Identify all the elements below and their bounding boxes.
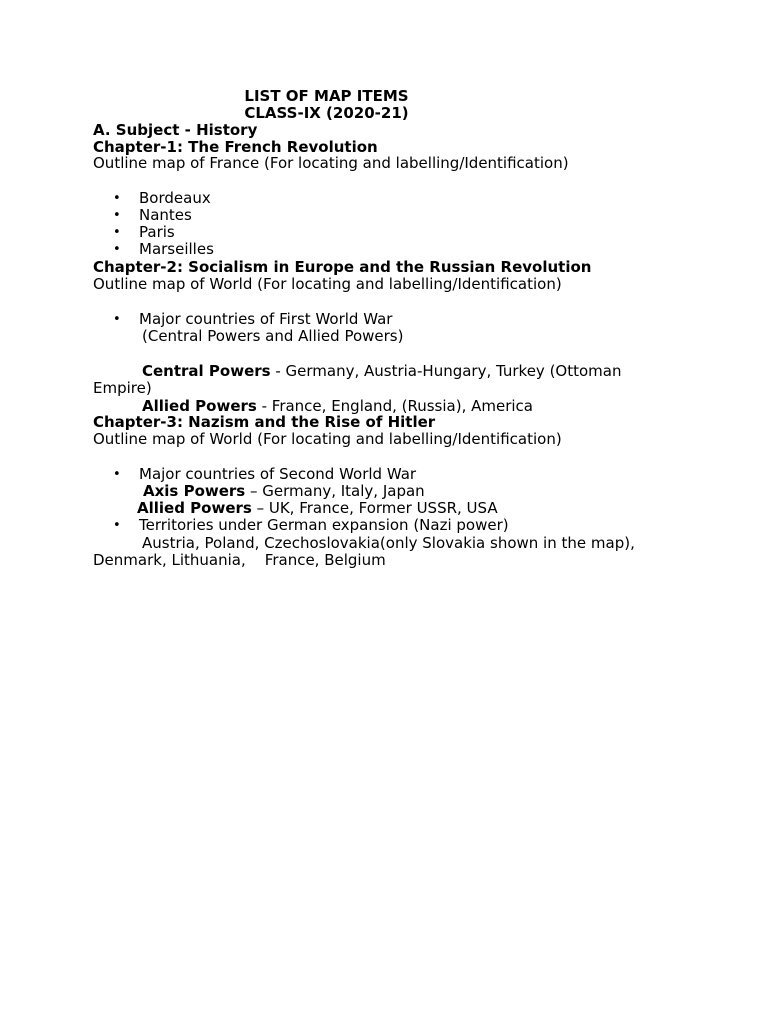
chapter3-bullet2: Territories under German expansion (Nazi power) — [139, 516, 509, 534]
bullet-icon: • — [113, 312, 121, 327]
chapter3-bullet1: Major countries of Second World War — [139, 465, 417, 483]
central-powers-line — [142, 363, 622, 380]
central-powers-text: - Germany, Austria-Hungary, Turkey (Ottoman — [270, 362, 622, 380]
axis-powers-text: – Germany, Italy, Japan — [245, 482, 425, 500]
document-title: LIST OF MAP ITEMS — [244, 87, 409, 105]
allied-powers-ww2-line — [137, 500, 498, 517]
territories-line1: Austria, Poland, Czechoslovakia(only Slovakia shown in the map), — [142, 534, 635, 552]
chapter1-heading: Chapter-1: The French Revolution — [93, 138, 378, 156]
chapter1-item-marseilles: Marseilles — [139, 240, 214, 258]
allied-powers-ww2-label: Allied Powers — [137, 499, 252, 517]
bullet-icon: • — [113, 518, 121, 533]
subject-heading: A. Subject - History — [93, 121, 258, 139]
bullet-icon: • — [113, 208, 121, 223]
central-powers-wrap: Empire) — [93, 379, 152, 397]
bullet-icon: • — [113, 467, 121, 482]
chapter1-outline: Outline map of France (For locating and labelling/Identification) — [93, 154, 569, 172]
central-powers-label: Central Powers — [142, 362, 271, 380]
document-page — [93, 0, 693, 1024]
axis-powers-line — [143, 483, 425, 500]
chapter1-item-bordeaux: Bordeaux — [139, 189, 211, 207]
chapter2-bullet: Major countries of First World War — [139, 310, 393, 328]
axis-powers-label: Axis Powers — [143, 482, 246, 500]
bullet-icon: • — [113, 225, 121, 240]
chapter2-heading: Chapter-2: Socialism in Europe and the Russian Revolution — [93, 258, 592, 276]
chapter1-item-nantes: Nantes — [139, 206, 192, 224]
chapter2-outline: Outline map of World (For locating and labelling/Identification) — [93, 275, 562, 293]
allied-powers-label: Allied Powers — [142, 397, 257, 415]
chapter2-bullet-sub: (Central Powers and Allied Powers) — [142, 327, 404, 345]
territories-line2: Denmark, Lithuania, France, Belgium — [93, 551, 386, 569]
chapter3-heading: Chapter-3: Nazism and the Rise of Hitler — [93, 413, 436, 431]
allied-powers-ww2-text: – UK, France, Former USSR, USA — [251, 499, 498, 517]
chapter1-item-paris: Paris — [139, 223, 175, 241]
bullet-icon: • — [113, 191, 121, 206]
class-heading: CLASS-IX (2020-21) — [244, 104, 409, 122]
allied-powers-text: - France, England, (Russia), America — [256, 397, 533, 415]
chapter3-outline: Outline map of World (For locating and labelling/Identification) — [93, 430, 562, 448]
bullet-icon: • — [113, 242, 121, 257]
